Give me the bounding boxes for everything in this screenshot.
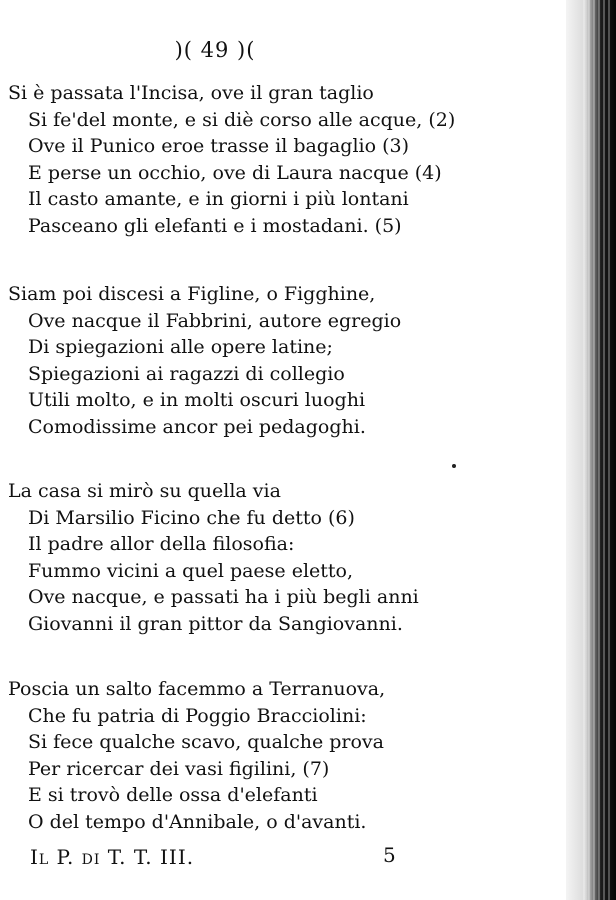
page-marker: )( 49 )( (174, 38, 256, 62)
verse-line: La casa si mirò su quella via (8, 480, 281, 502)
stanza-3 (8, 478, 438, 637)
signature-number: 5 (383, 843, 396, 867)
verse-line: Di spiegazioni alle opere latine; (28, 336, 333, 358)
stanza-1 (8, 80, 456, 239)
verse-line: Si è passata l'Incisa, ove il gran taglio (8, 82, 374, 104)
verse-line: E si trovò delle ossa d'elefanti (28, 784, 318, 806)
verse-line: Per ricercar dei vasi figilini, (7) (28, 757, 330, 780)
signature-mark: Il P. di T. T. III. (30, 845, 195, 869)
verse-line: Comodissime ancor pei pedagoghi. (28, 415, 366, 438)
verse-line: Che fu patria di Poggio Bracciolini: (28, 704, 367, 727)
verse-line: Pasceano gli elefanti e i mostadani. (5) (28, 214, 402, 237)
verse-line: Di Marsilio Ficino che fu detto (6) (28, 506, 355, 529)
verse-line: Ove il Punico eroe trasse il bagaglio (3) (28, 135, 410, 157)
verse-line: O del tempo d'Annibale, o d'avanti. (28, 810, 367, 833)
verse-line: E perse un occhio, ove di Laura nacque (4) (28, 161, 442, 184)
ink-speck (452, 464, 456, 468)
verse-line: Giovanni il gran pittor da Sangiovanni. (28, 612, 403, 635)
page-edge-lines (580, 0, 610, 900)
stanza-2 (8, 281, 438, 440)
stanza-4 (8, 676, 438, 835)
verse-line: Siam poi discesi a Figline, o Figghine, (8, 283, 376, 305)
verse-line: Ove nacque, e passati ha i più begli anni (28, 586, 419, 608)
verse-line: Il padre allor della filosofia: (28, 533, 295, 555)
verse-line: Fummo vicini a quel paese eletto, (28, 559, 354, 582)
verse-line: Ove nacque il Fabbrini, autore egregio (28, 309, 402, 332)
verse-line: Si fe'del monte, e si diè corso alle acque, (2) (28, 108, 456, 131)
verse-line: Il casto amante, e in giorni i più lontani (28, 188, 409, 210)
verse-line: Utili molto, e in molti oscuri luoghi (28, 389, 366, 411)
verse-line: Poscia un salto facemmo a Terranuova, (8, 678, 386, 700)
verse-line: Si fece qualche scavo, qualche prova (28, 731, 384, 753)
verse-line: Spiegazioni ai ragazzi di collegio (28, 362, 345, 385)
